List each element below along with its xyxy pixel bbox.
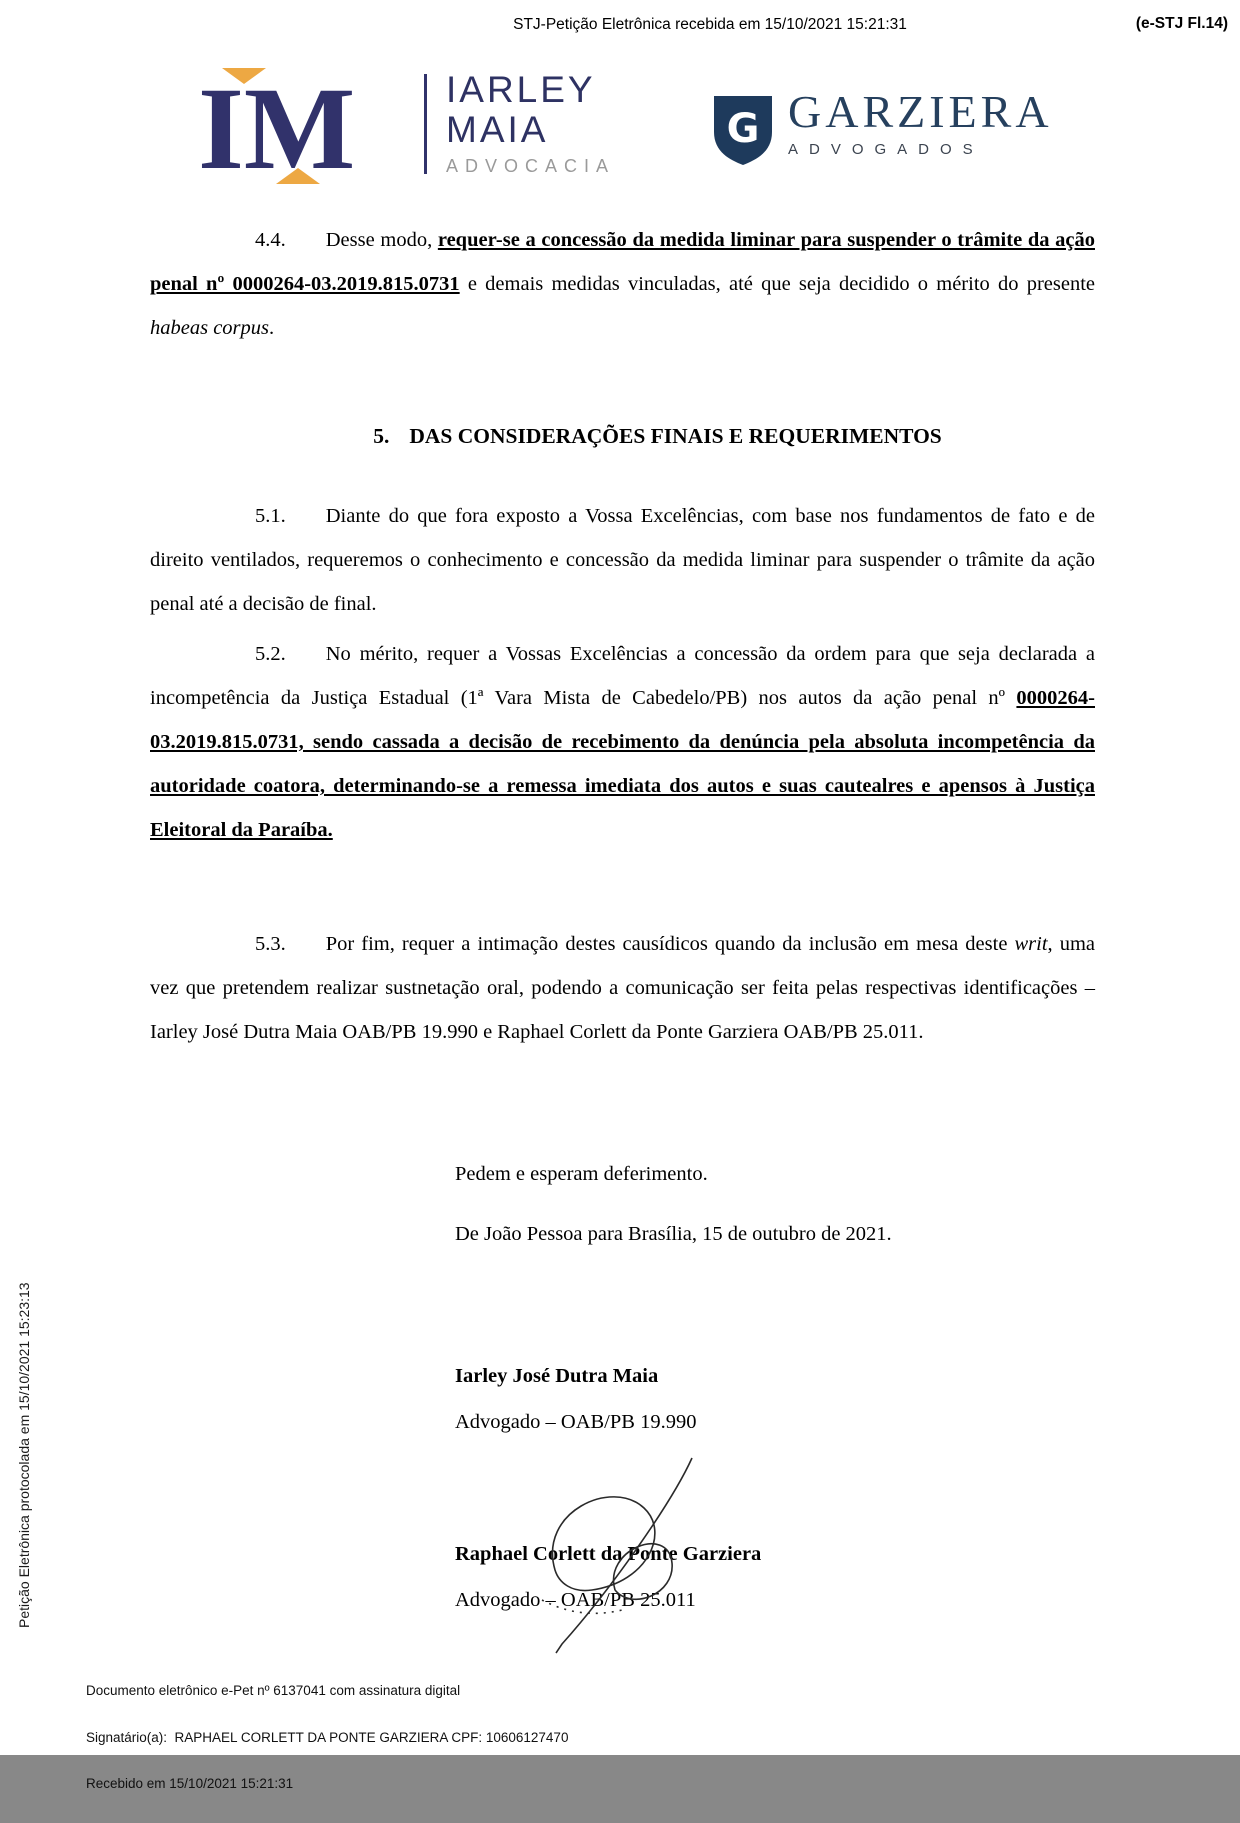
svg-text:IM: IM: [198, 63, 356, 194]
sidebar-protocol-stamp: Petição Eletrônica protocolada em 15/10/2021 15:23:13: [16, 1282, 32, 1628]
im-name-line2: MAIA: [446, 109, 549, 150]
im-monogram-icon: [196, 63, 406, 194]
logo-divider: [424, 74, 427, 174]
garziera-logo: [712, 88, 1072, 172]
latin-term: writ: [1014, 933, 1048, 955]
paragraph-number: 4.4.: [255, 229, 286, 251]
latin-term: habeas corpus: [150, 317, 270, 339]
paragraph-number: 5.1.: [255, 505, 286, 527]
footer-line-received: Recebido em 15/10/2021 15:21:31: [86, 1776, 294, 1791]
section-heading: [150, 414, 1095, 458]
closing-plea: Pedem e esperam deferimento.: [455, 1163, 708, 1185]
garziera-logo-text: [788, 88, 1053, 158]
folio-label: (e-STJ Fl.14): [1135, 15, 1228, 32]
document-body: [150, 218, 1095, 1622]
signature-name-raphael: Raphael Corlett da Ponte Garziera: [455, 1543, 762, 1565]
paragraph-number: 5.2.: [255, 643, 286, 665]
paragraph-5-2: 5.2. No mérito, requer a Vossas Excelências a concessão da ordem para que seja declarada a incompetência da Justiça Estadual (1ª Vara Mista de Cabedelo/PB) nos autos da ação penal nº 0000264-03.2019.815.0731, sendo cassada a decisão de recebimento da denúncia pela absoluta incompetência da autoridade coatora, determinando-se a remessa imediata dos autos e suas cautealres e apensos à Justiça Eleitoral da Paraíba.: [150, 643, 1095, 841]
im-logo-text: [446, 70, 615, 177]
paragraph-5-1: 5.1. Diante do que fora exposto a Vossa Excelências, com base nos fundamentos de fato e de direito ventilados, requeremos o conhecimento e concessão da medida liminar para suspender o trâmite da ação penal até a decisão de final.: [150, 505, 1095, 615]
paragraph-4-4: 4.4. Desse modo, requer-se a concessão da medida liminar para suspender o trâmite da ação penal nº 0000264-03.2019.815.0731 e demais medidas vinculadas, até que seja decidido o mérito do presente habeas corpus.: [150, 229, 1095, 339]
paragraph-5-3: 5.3. Por fim, requer a intimação destes causídicos quando da inclusão em mesa deste writ, uma vez que pretendem realizar sustnetação oral, podendo a comunicação ser feita pelas respectivas identificações – Iarley José Dutra Maia OAB/PB 19.990 e Raphael Corlett da Ponte Garziera OAB/PB 25.011.: [150, 933, 1095, 1043]
section-title: DAS CONSIDERAÇÕES FINAIS E REQUERIMENTOS: [409, 424, 942, 448]
footer-line-signatory: Signatário(a): RAPHAEL CORLETT DA PONTE GARZIERA CPF: 10606127470: [86, 1729, 569, 1745]
svg-text:G: G: [726, 106, 760, 152]
signature-role-raphael: Advogado – OAB/PB 25.011: [455, 1589, 696, 1611]
emphasized-request: 0000264-03.2019.815.0731, sendo cassada a decisão de recebimento da denúncia pela absoluta incompetência da autoridade coatora, determinando-se a remessa imediata dos autos e suas cautealres e apensos à Justiça Eleitoral da Paraíba.: [150, 687, 1095, 841]
garziera-subtitle: ADVOGADOS: [788, 141, 984, 158]
signature-name-iarley: Iarley José Dutra Maia: [455, 1365, 659, 1387]
emphasized-request: requer-se a concessão da medida liminar para suspender o trâmite da ação penal nº 0000264-03.2019.815.0731: [150, 229, 1095, 295]
section-number: 5.: [373, 424, 390, 448]
iarley-maia-logo: [196, 63, 646, 194]
footer-line-document: Documento eletrônico e-Pet nº 6137041 com assinatura digital: [86, 1683, 461, 1698]
closing-date-line: De João Pessoa para Brasília, 15 de outubro de 2021.: [455, 1223, 892, 1245]
garziera-name: GARZIERA: [788, 86, 1053, 137]
received-stamp: STJ-Petição Eletrônica recebida em 15/10/2021 15:21:31: [513, 16, 907, 33]
g-shield-icon: [712, 94, 774, 166]
paragraph-number: 5.3.: [255, 933, 286, 955]
im-name-line1: IARLEY: [446, 69, 596, 110]
im-subtitle: ADVOCACIA: [446, 156, 616, 176]
footer-metadata: [86, 1652, 568, 1823]
signature-role-iarley: Advogado – OAB/PB 19.990: [455, 1411, 697, 1433]
